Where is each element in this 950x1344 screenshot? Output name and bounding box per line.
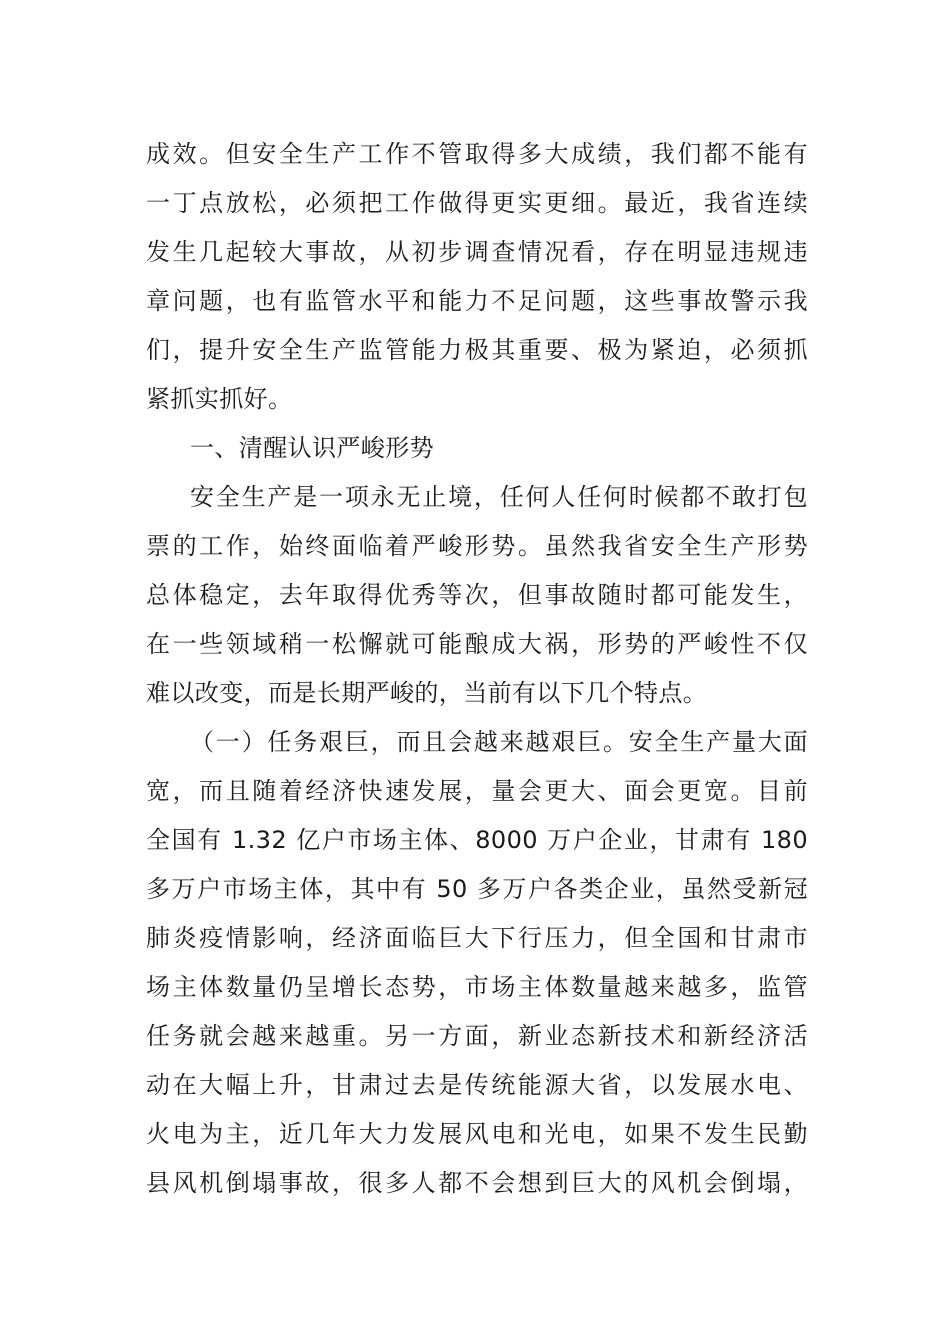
paragraph-line: 多万户市场主体，其中有 50 多万户各类企业，虽然受新冠 — [146, 875, 808, 903]
paragraph-line: 任务就会越来越重。另一方面，新业态新技术和新经济活 — [146, 1022, 808, 1050]
paragraph-line: 全国有 1.32 亿户市场主体、8000 万户企业，甘肃有 180 — [146, 826, 808, 854]
paragraph-line: 发生几起较大事故，从初步调查情况看，存在明显违规违 — [146, 238, 808, 266]
paragraph-line: 场主体数量仍呈增长态势，市场主体数量越来越多，监管 — [146, 973, 808, 1001]
paragraph-line: 总体稳定，去年取得优秀等次，但事故随时都可能发生， — [146, 581, 808, 609]
paragraph-line: 紧抓实抓好。 — [146, 385, 293, 413]
paragraph-line: 县风机倒塌事故，很多人都不会想到巨大的风机会倒塌， — [146, 1169, 808, 1197]
paragraph-line: 票的工作，始终面临着严峻形势。虽然我省安全生产形势 — [146, 532, 808, 560]
paragraph-line: 章问题，也有监管水平和能力不足问题，这些事故警示我 — [146, 287, 808, 315]
paragraph-line: 肺炎疫情影响，经济面临巨大下行压力，但全国和甘肃市 — [146, 924, 808, 952]
paragraph-line: 们，提升安全生产监管能力极其重要、极为紧迫，必须抓 — [146, 336, 808, 364]
paragraph-line: 成效。但安全生产工作不管取得多大成绩，我们都不能有 — [146, 140, 808, 168]
section-heading: 一、清醒认识严峻形势 — [190, 434, 434, 462]
paragraph-line: 火电为主，近几年大力发展风电和光电，如果不发生民勤 — [146, 1120, 808, 1148]
paragraph-line: 在一些领域稍一松懈就可能酿成大祸，形势的严峻性不仅 — [146, 630, 808, 658]
paragraph-line: 宽，而且随着经济快速发展，量会更大、面会更宽。目前 — [146, 777, 808, 805]
paragraph-line: 一丁点放松，必须把工作做得更实更细。最近，我省连续 — [146, 189, 808, 217]
paragraph-line: （一）任务艰巨，而且会越来越艰巨。安全生产量大面 — [190, 728, 808, 756]
paragraph-line: 动在大幅上升，甘肃过去是传统能源大省，以发展水电、 — [146, 1071, 808, 1099]
paragraph-line: 难以改变，而是长期严峻的，当前有以下几个特点。 — [146, 679, 708, 707]
paragraph-line: 安全生产是一项永无止境，任何人任何时候都不敢打包 — [190, 483, 808, 511]
